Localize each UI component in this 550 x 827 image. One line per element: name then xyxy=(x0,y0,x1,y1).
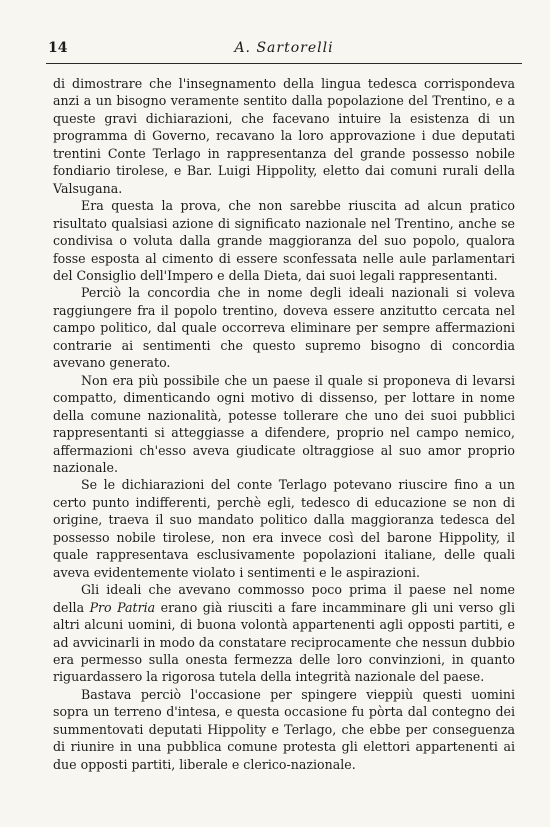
paragraph-text: erano già riusciti a fare incamminare gli uni verso gli altri alcuni uomini, di buona volontà appartenenti agli opposti partiti, e ad avvicinarli in modo da constatare reciprocamente che nessun dubbio era permesso sulla onesta fermezza delle loro convinzioni, in quanto riguardassero la rigorosa tutela della integrità nazionale del paese. xyxy=(53,599,515,685)
paragraph: Perciò la concordia che in nome degli ideali nazionali si voleva raggiungere fra il popolo trentino, doveva essere anzitutto cercata nel campo politico, dal quale occorreva eliminare per sempre affermazioni contrarie ai sentimenti che questo supremo bisogno di concordia avevano generato. xyxy=(53,285,515,371)
paragraph: Non era più possibile che un paese il quale si proponeva di levarsi compatto, dimenticando ogni motivo di dissenso, per lottare in nome della comune nazionalità, potesse tollerare che uno dei suoi pubblici rappresentanti si atteggiasse a difendere, proprio nel campo nemico, affermazioni ch'esso aveva giudicate oltraggiose al suo amor proprio nazionale. xyxy=(53,372,515,475)
header-rule xyxy=(46,63,522,64)
paragraph: Bastava perciò l'occasione per spingere vieppiù questi uomini sopra un terreno d'intesa, e questa occasione fu pòrta dal contegno dei summentovati deputati Hippolity e Terlago, che ebbe per conseguenza di riunire in una pubblica comune protesta gli elettori appartenenti ai due opposti partiti, liberale e clerico-nazionale. xyxy=(53,686,515,772)
body-text xyxy=(53,75,515,773)
paragraph: Se le dichiarazioni del conte Terlago potevano riuscire fino a un certo punto indifferenti, perchè egli, tedesco di educazione se non di origine, traeva il suo mandato politico dalla maggioranza tedesca del possesso nobile tirolese, non era invece così del barone Hippolity, il quale rappresentava esclusivamente popolazioni italiane, delle quali aveva evidentemente violato i sentimenti e le aspirazioni. xyxy=(53,477,515,580)
paragraph: di dimostrare che l'insegnamento della lingua tedesca corrispondeva anzi a un bisogno veramente sentito dalla popolazione del Trentino, e a queste gravi dichiarazioni, che facevano intuire la esistenza di un programma di Governo, recavano la loro approvazione i due deputati trentini Conte Terlago in rappresentanza del grande possesso nobile fondiario tirolese, e Bar. Luigi Hippolity, eletto dai comuni rurali della Valsugana. xyxy=(53,76,515,196)
running-head: A. Sartorelli xyxy=(234,40,334,56)
page-header xyxy=(48,40,520,60)
paragraph xyxy=(53,581,515,686)
page-number: 14 xyxy=(48,40,68,56)
paragraph: Era questa la prova, che non sarebbe riuscita ad alcun pratico risultato qualsiasi azione di significato nazionale nel Trentino, anche se condivisa o voluta dalla grande maggioranza del suo popolo, qualora fosse esposta al cimento di essere sconfessata nelle aule parlamentari del Consiglio dell'Impero e della Dieta, dai suoi legali rappresentanti. xyxy=(53,198,515,283)
pro-patria-italic: Pro Patria xyxy=(89,599,156,615)
paragraph-text: Gli ideali che avevano commosso poco prima il paese nel nome della xyxy=(53,582,515,615)
